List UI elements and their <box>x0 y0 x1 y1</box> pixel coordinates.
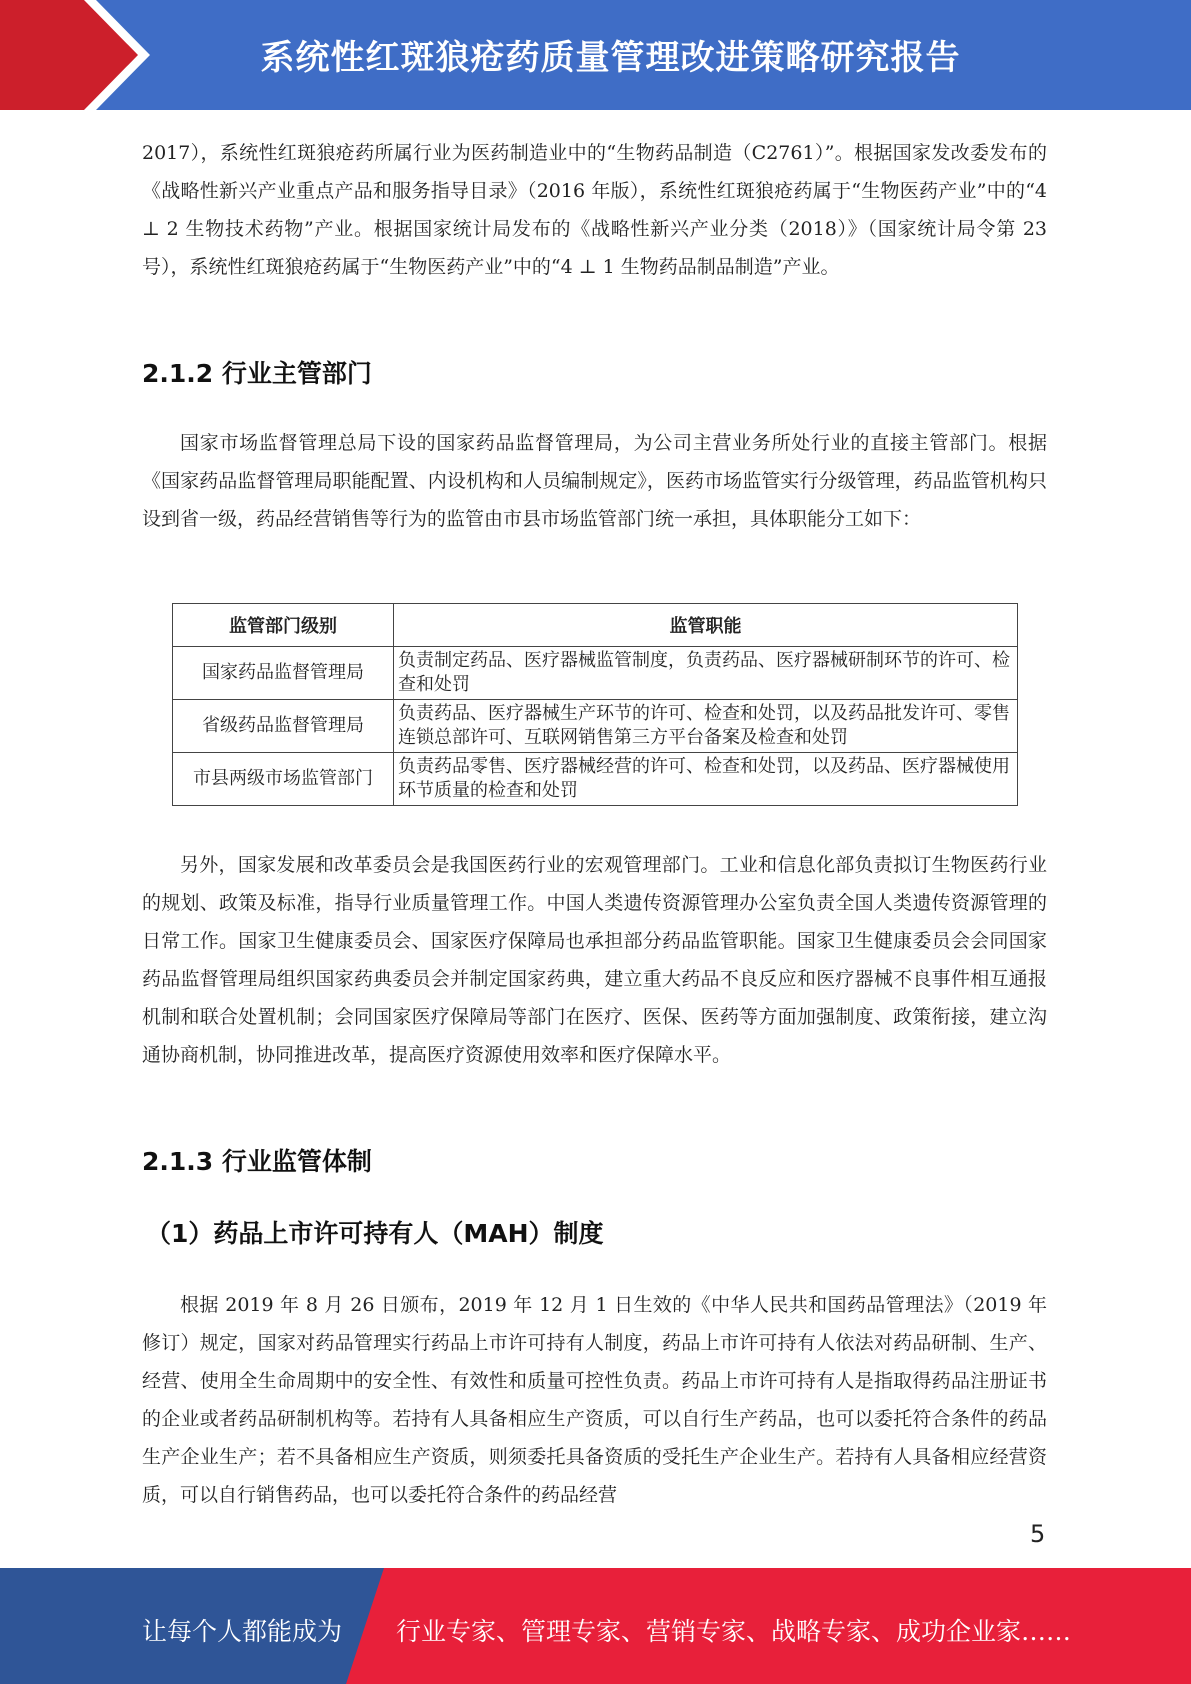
intro-block <box>142 134 1047 286</box>
intro-paragraph: 2017），系统性红斑狼疮药所属行业为医药制造业中的“生物药品制造（C2761）”。根据国家发改委发布的《战略性新兴产业重点产品和服务指导目录》（2016 年版），系统性红斑狼疮药属于“生物医药产业”中的“4 ⊥ 2 生物技术药物”产业。根据国家统计局发布的《战略性新兴产业分类（2018）》（国家统计局令第 23 号），系统性红斑狼疮药属于“生物医药产业”中的“4 ⊥ 1 生物药品制品制造”产业。 <box>142 142 1047 278</box>
section-2-1-3-body <box>142 1286 1047 1514</box>
table-header-function: 监管职能 <box>394 604 1018 647</box>
page-number: 5 <box>1030 1520 1046 1548</box>
subsection-heading-mah: （1）药品上市许可持有人（MAH）制度 <box>146 1219 604 1248</box>
report-title: 系统性红斑狼疮药质量管理改进策略研究报告 <box>260 38 961 78</box>
page-header <box>0 0 1191 110</box>
section-2-1-2-paragraph: 国家市场监督管理总局下设的国家药品监督管理局，为公司主营业务所处行业的直接主管部门。根据《国家药品监督管理局职能配置、内设机构和人员编制规定》，医药市场监管实行分级管理，药品监管机构只设到省一级，药品经营销售等行为的监管由市县市场监管部门统一承担，具体职能分工如下： <box>142 432 1047 530</box>
table-cell-level: 省级药品监督管理局 <box>173 700 394 753</box>
section-heading-2-1-2: 2.1.2 行业主管部门 <box>142 359 372 388</box>
table-cell-level: 国家药品监督管理局 <box>173 647 394 700</box>
table-cell-function: 负责药品零售、医疗器械经营的许可、检查和处罚，以及药品、医疗器械使用环节质量的检查和处罚 <box>394 753 1018 806</box>
table-cell-function: 负责制定药品、医疗器械监管制度，负责药品、医疗器械研制环节的许可、检查和处罚 <box>394 647 1018 700</box>
other-paragraph: 另外，国家发展和改革委员会是我国医药行业的宏观管理部门。工业和信息化部负责拟订生物医药行业的规划、政策及标准，指导行业质量管理工作。中国人类遗传资源管理办公室负责全国人类遗传资源管理的日常工作。国家卫生健康委员会、国家医疗保障局也承担部分药品监管职能。国家卫生健康委员会会同国家药品监督管理局组织国家药典委员会并制定国家药典，建立重大药品不良反应和医疗器械不良事件相互通报机制和联合处置机制；会同国家医疗保障局等部门在医疗、医保、医药等方面加强制度、政策衔接，建立沟通协商机制，协同推进改革，提高医疗资源使用效率和医疗保障水平。 <box>142 854 1047 1066</box>
footer-slogan-left: 让每个人都能成为 <box>142 1617 343 1646</box>
other-block <box>142 846 1047 1074</box>
section-heading-2-1-3: 2.1.3 行业监管体制 <box>142 1147 372 1176</box>
table-cell-level: 市县两级市场监管部门 <box>173 753 394 806</box>
table-row <box>173 647 1018 700</box>
section-2-1-3-paragraph: 根据 2019 年 8 月 26 日颁布，2019 年 12 月 1 日生效的《中华人民共和国药品管理法》（2019 年修订）规定，国家对药品管理实行药品上市许可持有人制度，药品上市许可持有人依法对药品研制、生产、经营、使用全生命周期中的安全性、有效性和质量可控性负责。药品上市许可持有人是指取得药品注册证书的企业或者药品研制机构等。若持有人具备相应生产资质，可以自行生产药品，也可以委托符合条件的药品生产企业生产；若不具备相应生产资质，则须委托具备资质的受托生产企业生产。若持有人具备相应经营资质，可以自行销售药品，也可以委托符合条件的药品经营 <box>142 1294 1047 1506</box>
table-header-level: 监管部门级别 <box>173 604 394 647</box>
section-2-1-2-body <box>142 424 1047 538</box>
table-header-row <box>173 604 1018 647</box>
table-row <box>173 753 1018 806</box>
table-row <box>173 700 1018 753</box>
table-cell-function: 负责药品、医疗器械生产环节的许可、检查和处罚，以及药品批发许可、零售连锁总部许可、互联网销售第三方平台备案及检查和处罚 <box>394 700 1018 753</box>
footer-slogan-right: 行业专家、管理专家、营销专家、战略专家、成功企业家…… <box>396 1617 1072 1646</box>
regulatory-table <box>172 603 1018 806</box>
